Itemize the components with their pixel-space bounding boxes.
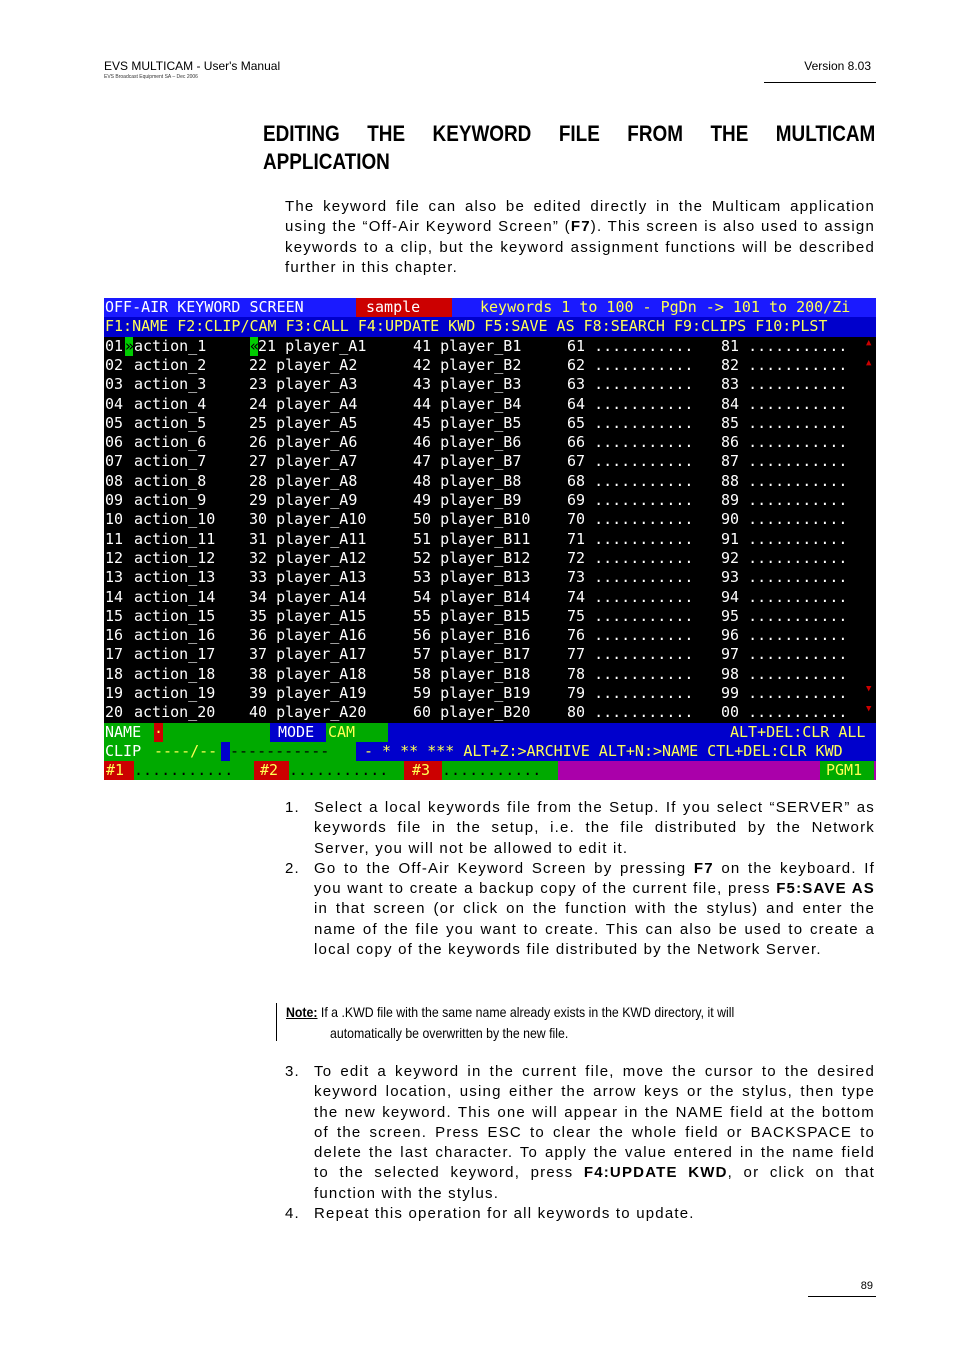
- keyword-cell[interactable]: action_3: [134, 375, 207, 394]
- keyword-cell[interactable]: 48 player_B8: [413, 471, 522, 490]
- keyword-cell[interactable]: 88 ...........: [721, 471, 848, 490]
- keyword-cell[interactable]: 97 ...........: [721, 645, 848, 664]
- keyword-row: [104, 568, 876, 587]
- list-item: 1. Select a local keywords file from the Setup. If you select “SERVER” as keywords file in the setup, i.e. the file distributed by the Network Server, you will not be allowed to edit it.: [285, 799, 875, 857]
- keyword-cell[interactable]: 24 player_A4: [249, 394, 358, 413]
- title-word: FILE: [558, 121, 600, 146]
- keyword-cell[interactable]: 37 player_A17: [249, 645, 367, 664]
- keyword-number: 06: [105, 433, 124, 452]
- keyword-cell[interactable]: 46 player_B6: [413, 433, 522, 452]
- mode-value[interactable]: CAM: [326, 723, 388, 742]
- keyword-cell[interactable]: 44 player_B4: [413, 394, 522, 413]
- keyword-number: 18: [105, 664, 124, 683]
- keyword-number: 10: [105, 510, 124, 529]
- title-word: EDITING: [263, 121, 340, 146]
- keyword-number: 20: [105, 703, 124, 722]
- keyword-cell[interactable]: action_17: [134, 645, 216, 664]
- keyword-row: [104, 645, 876, 664]
- slot1-label: #1: [104, 761, 134, 780]
- keyword-cell[interactable]: 82 ...........: [721, 355, 848, 374]
- keyword-cell[interactable]: 62 ...........: [567, 355, 694, 374]
- keyword-cell[interactable]: 81 ...........: [721, 336, 848, 355]
- keyword-row: [104, 395, 876, 414]
- keyword-number: 01: [105, 336, 124, 355]
- keyword-cell[interactable]: 84 ...........: [721, 394, 848, 413]
- keyword-cell[interactable]: 96 ...........: [721, 626, 848, 645]
- keyword-cell[interactable]: action_9: [134, 491, 207, 509]
- keyword-cell[interactable]: 28 player_A8: [249, 471, 358, 490]
- keyword-cell[interactable]: 60 player_B20: [413, 703, 531, 722]
- key-f7: F7: [570, 218, 591, 236]
- keyword-number: 05: [105, 413, 124, 432]
- clip-row: [104, 742, 876, 761]
- keyword-number: 02: [105, 355, 124, 374]
- keyword-cell[interactable]: 80 ...........: [567, 703, 694, 722]
- keyword-cell[interactable]: 52 player_B12: [413, 548, 531, 567]
- keyword-row: [104, 337, 876, 356]
- off-air-keyword-screen: [104, 298, 876, 780]
- keyword-cell[interactable]: action_15: [134, 606, 216, 625]
- keyword-cell[interactable]: 85 ...........: [721, 413, 848, 432]
- keyword-cell[interactable]: 38 player_A18: [249, 664, 367, 683]
- keyword-cell[interactable]: action_13: [134, 568, 216, 587]
- keyword-cell[interactable]: action_12: [134, 548, 216, 567]
- keyword-range: keywords 1 to 100 - PgDn -> 101 to 200/Zi: [480, 298, 851, 316]
- clip-label: CLIP: [105, 741, 142, 760]
- keyword-number: 11: [105, 529, 124, 548]
- keyword-row: [104, 703, 876, 722]
- keyword-cell[interactable]: 93 ...........: [721, 568, 848, 587]
- page-number: 89: [860, 1280, 873, 1292]
- keyword-cell[interactable]: 33 player_A13: [249, 568, 367, 587]
- keyword-cell[interactable]: action_7: [134, 452, 207, 471]
- clip-hints: - * ** *** ALT+Z:>ARCHIVE ALT+N:>NAME CTL+DEL:CLR KWD: [364, 741, 843, 760]
- keyword-cell[interactable]: 23 player_A3: [249, 375, 358, 394]
- keyword-cell[interactable]: 34 player_A14: [249, 587, 367, 606]
- keyword-cell[interactable]: action_11: [134, 529, 216, 548]
- keyword-cell[interactable]: 47 player_B7: [413, 452, 522, 471]
- keyword-cell[interactable]: 87 ...........: [721, 452, 848, 471]
- slot2-value[interactable]: ...........: [289, 761, 404, 780]
- keyword-cell[interactable]: 51 player_B11: [413, 529, 531, 548]
- slot3-value[interactable]: ...........: [442, 761, 558, 780]
- keyword-row: [104, 472, 876, 491]
- keyword-number: 13: [105, 568, 124, 587]
- keyword-cell[interactable]: 50 player_B10: [413, 510, 531, 529]
- keyword-cell[interactable]: 53 player_B13: [413, 568, 531, 587]
- steps-list-a: [285, 798, 875, 960]
- keyword-cell[interactable]: action_18: [134, 664, 216, 683]
- name-cursor[interactable]: ·: [154, 722, 164, 741]
- keyword-cursor[interactable]: »: [125, 336, 135, 355]
- keyword-number: 14: [105, 587, 124, 606]
- keyword-cell[interactable]: action_20: [134, 703, 216, 722]
- keyword-row: [104, 452, 876, 471]
- keyword-number: 04: [105, 394, 124, 413]
- keyword-cell[interactable]: 26 player_A6: [249, 433, 358, 452]
- title-word: FROM: [627, 121, 684, 146]
- keyword-number: 07: [105, 452, 124, 471]
- keyword-cell[interactable]: 72 ...........: [567, 548, 694, 567]
- note-label: Note:: [286, 1004, 318, 1020]
- keyword-cell[interactable]: 75 ...........: [567, 606, 694, 625]
- scroll-down-icon[interactable]: ▼: [866, 704, 872, 714]
- header-version: Version 8.03: [804, 59, 871, 73]
- keyword-row: [104, 414, 876, 433]
- keyword-number: 16: [105, 626, 124, 645]
- list-item: 3. To edit a keyword in the current file, move the cursor to the desired keyword location, using either the arrow keys or the stylus, then type the new keyword. This one will appear in the NAME field at the bottom of the screen. Press ESC to clear the whole field or BACKSPACE to delete the last character. To apply the value entered in the name field to the selected keyword, press F4:UPDATE KWD, or click on that function with the stylus.: [285, 1063, 875, 1202]
- name-label: NAME: [105, 722, 142, 741]
- keyword-cell[interactable]: action_8: [134, 471, 207, 490]
- keyword-cell[interactable]: 74 ...........: [567, 587, 694, 606]
- keyword-cell[interactable]: 98 ...........: [721, 664, 848, 683]
- keyword-cell[interactable]: 69 ...........: [567, 491, 694, 509]
- keyword-cell[interactable]: 31 player_A11: [249, 529, 367, 548]
- keyword-number: 03: [105, 375, 124, 394]
- keyword-row: [104, 549, 876, 568]
- keyword-cell[interactable]: action_14: [134, 587, 216, 606]
- keyword-cell[interactable]: 55 player_B15: [413, 606, 531, 625]
- keyword-cell[interactable]: 22 player_A2: [249, 355, 358, 374]
- status-row: [104, 761, 876, 780]
- keyword-row: [104, 588, 876, 607]
- section-title-line2: APPLICATION: [263, 149, 390, 174]
- note-bar: [276, 1003, 277, 1041]
- keyword-file-name: sample: [356, 298, 452, 317]
- keyword-cell[interactable]: 29 player_A9: [249, 491, 358, 509]
- keyword-number: 08: [105, 471, 124, 490]
- keyword-cell[interactable]: 25 player_A5: [249, 413, 358, 432]
- title-word: THE: [710, 121, 749, 146]
- keyword-cell[interactable]: 36 player_A16: [249, 626, 367, 645]
- slot2-label: #2: [254, 761, 289, 780]
- keyword-row: [104, 684, 876, 703]
- keyword-cell[interactable]: action_19: [134, 684, 216, 702]
- keyword-number: 19: [105, 684, 124, 702]
- keyword-cell[interactable]: 90 ...........: [721, 510, 848, 529]
- scroll-up-icon[interactable]: ▲: [866, 338, 872, 348]
- screen-title: OFF-AIR KEYWORD SCREEN: [105, 298, 304, 316]
- slot3-label: #3: [404, 761, 442, 780]
- keyword-cell[interactable]: 86 ...........: [721, 433, 848, 452]
- title-word: MULTICAM: [775, 121, 876, 146]
- keyword-row: [104, 607, 876, 626]
- keyword-cell[interactable]: 65 ...........: [567, 413, 694, 432]
- title-word: THE: [367, 121, 406, 146]
- keyword-cell[interactable]: 32 player_A12: [249, 548, 367, 567]
- keyword-cell[interactable]: 35 player_A15: [249, 606, 367, 625]
- keyword-cell[interactable]: 63 ...........: [567, 375, 694, 394]
- keyword-row: [104, 433, 876, 452]
- header-title: EVS MULTICAM - User's Manual: [104, 59, 281, 73]
- screen-title-bar: [104, 298, 876, 317]
- keyword-cell[interactable]: action_6: [134, 433, 207, 452]
- note: Note: If a .KWD file with the same name already exists in the KWD directory, it will automatically be overwritten by the new file.: [286, 1004, 735, 1041]
- slot1-value[interactable]: ...........: [134, 761, 254, 780]
- footer-rule: [808, 1296, 876, 1297]
- clip-cursor[interactable]: [221, 742, 230, 761]
- keyword-cell[interactable]: 43 player_B3: [413, 375, 522, 394]
- keyword-cell[interactable]: 95 ...........: [721, 606, 848, 625]
- keyword-cursor[interactable]: «: [250, 336, 260, 355]
- keyword-row: [104, 530, 876, 549]
- section-title: [263, 120, 875, 176]
- scroll-down-icon[interactable]: ▼: [866, 684, 872, 694]
- keyword-cell[interactable]: 45 player_B5: [413, 413, 522, 432]
- function-keys-bar[interactable]: [104, 317, 876, 336]
- keyword-cell[interactable]: 83 ...........: [721, 375, 848, 394]
- keyword-number: 15: [105, 606, 124, 625]
- keyword-cell[interactable]: 70 ...........: [567, 510, 694, 529]
- keyword-cell[interactable]: 89 ...........: [721, 491, 848, 509]
- keyword-number: 17: [105, 645, 124, 664]
- keyword-cell[interactable]: 94 ...........: [721, 587, 848, 606]
- clear-all-hint: ALT+DEL:CLR ALL: [730, 722, 866, 741]
- keyword-number: 09: [105, 491, 124, 509]
- section-title-line1: [263, 120, 875, 148]
- keyword-row: [104, 491, 876, 510]
- keyword-cell[interactable]: 92 ...........: [721, 548, 848, 567]
- scroll-up-icon[interactable]: ▲: [866, 358, 872, 368]
- keyword-cell[interactable]: 00 ...........: [721, 703, 848, 722]
- list-item: 4. Repeat this operation for all keywords to update.: [285, 1205, 695, 1223]
- steps-list-b: [285, 1062, 875, 1224]
- keyword-cell[interactable]: 39 player_A19: [249, 684, 367, 702]
- keyword-cell[interactable]: 41 player_B1: [413, 336, 522, 355]
- clip-value[interactable]: ----/--: [154, 741, 218, 760]
- keyword-cell[interactable]: 42 player_B2: [413, 355, 522, 374]
- intro-paragraph: The keyword file can also be edited directly in the Multicam application using the “Off-Air Keyword Screen” (F7). This screen is also used to assign keywords to a clip, but the keyword assignment functions will be described further in this chapter.: [285, 198, 875, 276]
- keyword-cell[interactable]: 57 player_B17: [413, 645, 531, 664]
- name-row: [104, 723, 876, 742]
- keyword-cell[interactable]: 64 ...........: [567, 394, 694, 413]
- header-subtitle: EVS Broadcast Equipment SA – Dec 2006: [104, 74, 198, 80]
- keyword-cell[interactable]: 27 player_A7: [249, 452, 358, 471]
- keyword-cell[interactable]: 30 player_A10: [249, 510, 367, 529]
- keyword-cell[interactable]: 66 ...........: [567, 433, 694, 452]
- keyword-cell[interactable]: 68 ...........: [567, 471, 694, 490]
- keyword-cell[interactable]: 71 ...........: [567, 529, 694, 548]
- keyword-cell[interactable]: 54 player_B14: [413, 587, 531, 606]
- keyword-cell[interactable]: 58 player_B18: [413, 664, 531, 683]
- function-keys[interactable]: F1:NAME F2:CLIP/CAM F3:CALL F4:UPDATE KWD F5:SAVE AS F8:SEARCH F9:CLIPS F10:PLST: [105, 317, 828, 336]
- keyword-cell[interactable]: action_16: [134, 626, 216, 645]
- keyword-row: [104, 356, 876, 375]
- keyword-cell[interactable]: action_10: [134, 510, 216, 529]
- keyword-cell[interactable]: 49 player_B9: [413, 491, 522, 509]
- keyword-cell[interactable]: 79 ...........: [567, 684, 694, 702]
- keyword-number: 12: [105, 548, 124, 567]
- pgm-indicator: PGM1: [820, 761, 874, 780]
- keyword-cell[interactable]: 77 ...........: [567, 645, 694, 664]
- keyword-cell[interactable]: 73 ...........: [567, 568, 694, 587]
- keyword-cell[interactable]: 21 player_A1: [258, 336, 367, 355]
- keyword-cell[interactable]: action_1: [134, 336, 207, 355]
- keyword-cell[interactable]: 67 ...........: [567, 452, 694, 471]
- keyword-cell[interactable]: 78 ...........: [567, 664, 694, 683]
- clip-dashes: -----------: [230, 741, 330, 760]
- list-item: 2. Go to the Off-Air Keyword Screen by pressing F7 on the keyboard. If you want to create a backup copy of the current file, press F5:SAVE AS in that screen (or click on the function with the stylus) and enter the name of the file you want to create. This can also be used to create a local copy of the keywords file distributed by the Network Server.: [285, 859, 876, 959]
- keyword-cell[interactable]: 76 ...........: [567, 626, 694, 645]
- keyword-row: [104, 510, 876, 529]
- keyword-row: [104, 626, 876, 645]
- keyword-cell[interactable]: action_4: [134, 394, 207, 413]
- keyword-cell[interactable]: 40 player_A20: [249, 703, 367, 722]
- keyword-cell[interactable]: action_2: [134, 355, 207, 374]
- title-word: KEYWORD: [432, 121, 532, 146]
- keyword-cell[interactable]: 56 player_B16: [413, 626, 531, 645]
- keyword-cell[interactable]: action_5: [134, 413, 207, 432]
- keyword-row: [104, 375, 876, 394]
- keyword-cell[interactable]: 99 ...........: [721, 684, 848, 702]
- header-rule: [764, 82, 876, 83]
- keyword-cell[interactable]: 61 ...........: [567, 336, 694, 355]
- mode-label: MODE: [270, 723, 332, 742]
- keyword-row: [104, 665, 876, 684]
- keyword-cell[interactable]: 59 player_B19: [413, 684, 531, 702]
- keyword-cell[interactable]: 91 ...........: [721, 529, 848, 548]
